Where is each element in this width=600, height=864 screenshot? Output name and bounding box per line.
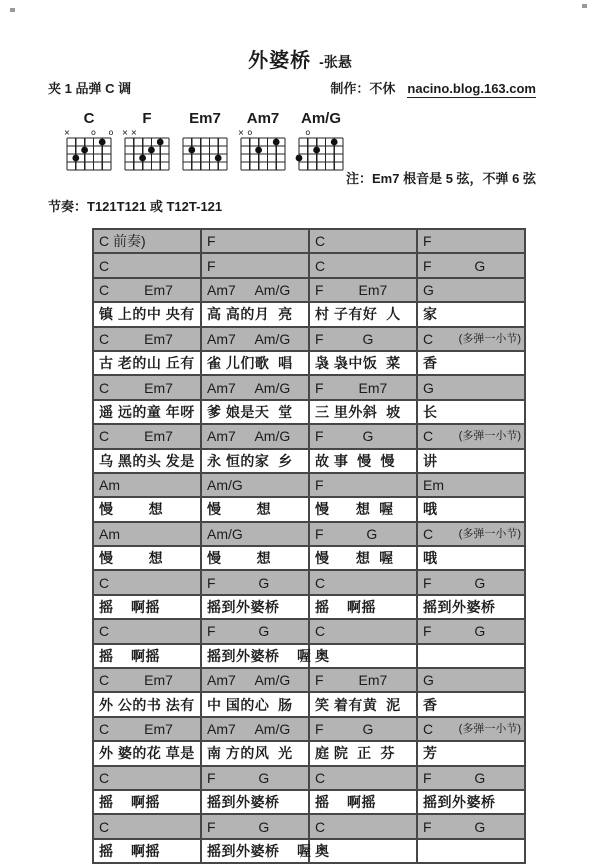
chord-cell: C <box>309 253 417 277</box>
chord-cell: Am7 Am/G <box>201 375 309 399</box>
chord-grid-svg <box>122 127 172 173</box>
lyric-cell: 慢 想 <box>201 546 309 570</box>
lyric-cell: 乌 黑的头 发是 <box>93 449 201 473</box>
chord-cell: F Em7 <box>309 278 417 302</box>
chord-cell: C <box>93 253 201 277</box>
lyric-cell: 摇 啊摇 <box>93 644 201 668</box>
chord-label: C <box>423 428 434 445</box>
svg-text:o: o <box>247 128 253 137</box>
chord-cell: C <box>93 814 201 838</box>
chord-cell: F <box>201 253 309 277</box>
lyric-cell: 摇到外婆桥 <box>417 790 525 814</box>
lyric-cell: 镇 上的中 央有 <box>93 302 201 326</box>
chord-cell: C Em7 <box>93 668 201 692</box>
rhythm-note: 节奏：T121T121 或 T12T-121 <box>48 199 223 214</box>
table-row <box>93 570 525 594</box>
lyric-cell: 芳 <box>417 741 525 765</box>
lyric-cell: 南 方的风 光 <box>201 741 309 765</box>
lyric-cell: 摇 啊摇 <box>309 595 417 619</box>
chord-cell: C <box>93 766 201 790</box>
chord-cell: C <box>309 570 417 594</box>
table-row <box>93 400 525 424</box>
table-row <box>93 668 525 692</box>
chord-cell: F G <box>417 814 525 838</box>
score-table-body <box>93 229 525 863</box>
chord-cell: C <box>309 229 417 253</box>
lyric-cell: 故 事 慢 慢 <box>309 449 417 473</box>
chord-cell: C <box>309 814 417 838</box>
lyric-cell: 摇 啊摇 <box>93 595 201 619</box>
table-row <box>93 497 525 521</box>
chord-name-label: F <box>142 110 152 127</box>
lyric-cell: 慢 想 喔 <box>309 497 417 521</box>
chord-cell <box>417 522 525 546</box>
chord-cell: F G <box>309 424 417 448</box>
chord-name-label: C <box>83 110 95 127</box>
chord-cell: C <box>309 619 417 643</box>
lyric-cell: 慢 想 <box>93 497 201 521</box>
chord-cell: Am7 Am/G <box>201 327 309 351</box>
chord-cell: F G <box>417 570 525 594</box>
chord-diagram <box>180 110 230 178</box>
lyric-cell: 高 高的月 亮 <box>201 302 309 326</box>
artist-label: -张悬 <box>319 54 352 70</box>
chord-cell: C Em7 <box>93 375 201 399</box>
chord-cell: C 前奏) <box>93 229 201 253</box>
chord-label: C <box>423 330 434 347</box>
table-row <box>93 692 525 716</box>
table-row <box>93 522 525 546</box>
chord-cell <box>417 327 525 351</box>
lyric-cell: 笑 着有黄 泥 <box>309 692 417 716</box>
chord-label: C <box>423 721 434 737</box>
chord-cell: F <box>417 229 525 253</box>
svg-text:×: × <box>237 128 245 137</box>
credit-label: 制作：不休 <box>330 81 396 96</box>
chord-cell: G <box>417 668 525 692</box>
lyric-cell: 家 <box>417 302 525 326</box>
lyric-cell: 哦 <box>417 546 525 570</box>
table-row <box>93 375 525 399</box>
lyric-cell: 香 <box>417 692 525 716</box>
chord-diagram <box>64 110 114 178</box>
chord-cell: Am <box>93 473 201 497</box>
chord-cell: F <box>201 229 309 253</box>
lyric-cell: 遥 远的童 年呀 <box>93 400 201 424</box>
chord-cell: F G <box>201 766 309 790</box>
chord-name-label: Am/G <box>300 110 341 127</box>
table-row <box>93 351 525 375</box>
table-row <box>93 839 525 863</box>
lyric-cell: 慢 想 喔 <box>309 546 417 570</box>
chord-name-label: Am7 <box>246 110 280 127</box>
lyric-cell: 长 <box>417 400 525 424</box>
lyric-cell: 摇到外婆桥 <box>201 595 309 619</box>
repeat-bar-note: (多弹一小节) <box>458 723 521 735</box>
chord-cell: F <box>309 473 417 497</box>
table-row <box>93 790 525 814</box>
table-row <box>93 253 525 277</box>
chord-cell: C Em7 <box>93 327 201 351</box>
chord-cell: Am <box>93 522 201 546</box>
chord-cell: F G <box>417 766 525 790</box>
svg-text:×: × <box>121 128 129 137</box>
chord-grid-svg <box>64 127 114 173</box>
lyric-cell: 奥 <box>309 839 417 863</box>
lyric-cell: 香 <box>417 351 525 375</box>
score-table <box>92 228 526 864</box>
chord-diagrams <box>64 110 346 178</box>
chord-cell: C <box>93 619 201 643</box>
lyric-cell: 爹 娘是天 堂 <box>201 400 309 424</box>
svg-text:o: o <box>90 128 96 137</box>
table-row <box>93 595 525 619</box>
table-row <box>93 546 525 570</box>
chord-cell: Am7 Am/G <box>201 668 309 692</box>
lyric-cell: 袅 袅中饭 菜 <box>309 351 417 375</box>
lyric-cell: 三 里外斜 坡 <box>309 400 417 424</box>
lyric-cell: 讲 <box>417 449 525 473</box>
lyric-cell <box>417 644 525 668</box>
lyric-cell: 摇 啊摇 <box>93 790 201 814</box>
svg-text:o: o <box>305 128 311 137</box>
chord-diagram <box>238 110 288 178</box>
table-row <box>93 424 525 448</box>
svg-text:×: × <box>130 128 138 137</box>
chord-cell: G <box>417 375 525 399</box>
chord-cell: F G <box>309 717 417 741</box>
repeat-bar-note: (多弹一小节) <box>458 332 521 345</box>
chord-cell: G <box>417 278 525 302</box>
song-title: 外婆桥 <box>248 50 312 72</box>
lyric-cell: 摇到外婆桥 <box>417 595 525 619</box>
chord-cell: F G <box>201 619 309 643</box>
chord-cell: F G <box>309 522 417 546</box>
svg-text:×: × <box>63 128 71 137</box>
chord-cell: F G <box>417 619 525 643</box>
lyric-cell: 摇到外婆桥 <box>201 790 309 814</box>
table-row <box>93 717 525 741</box>
chord-cell: C Em7 <box>93 278 201 302</box>
table-row <box>93 302 525 326</box>
chord-diagram <box>296 110 346 178</box>
page-title <box>0 44 600 73</box>
chord-label: C <box>423 525 434 542</box>
table-row <box>93 814 525 838</box>
table-row <box>93 327 525 351</box>
credit-line <box>330 78 536 97</box>
chord-cell: C Em7 <box>93 424 201 448</box>
chord-cell: Am/G <box>201 473 309 497</box>
table-row <box>93 473 525 497</box>
lyric-cell: 村 子有好 人 <box>309 302 417 326</box>
table-row <box>93 229 525 253</box>
table-row <box>93 449 525 473</box>
chord-cell: F Em7 <box>309 668 417 692</box>
lyric-cell: 庭 院 正 芬 <box>309 741 417 765</box>
chord-diagram <box>122 110 172 178</box>
lyric-cell: 摇 啊摇 <box>309 790 417 814</box>
chord-cell: Am7 Am/G <box>201 424 309 448</box>
table-row <box>93 741 525 765</box>
table-row <box>93 619 525 643</box>
table-row <box>93 278 525 302</box>
chord-cell: C <box>93 570 201 594</box>
chord-grid-svg <box>296 127 346 173</box>
chord-cell: F G <box>201 570 309 594</box>
chord-cell <box>417 717 525 741</box>
chord-cell <box>417 424 525 448</box>
chord-name-label: Em7 <box>189 110 221 127</box>
lyric-cell: 慢 想 <box>93 546 201 570</box>
lyric-cell: 摇到外婆桥 喔 <box>201 644 309 668</box>
lyric-cell: 奥 <box>309 644 417 668</box>
lyric-cell: 慢 想 <box>201 497 309 521</box>
lyric-cell: 摇 啊摇 <box>93 839 201 863</box>
svg-text:o: o <box>108 128 114 137</box>
chord-cell: C <box>309 766 417 790</box>
lyric-cell: 中 国的心 肠 <box>201 692 309 716</box>
scan-artifact <box>582 4 587 8</box>
lyric-cell: 哦 <box>417 497 525 521</box>
chord-cell: Am7 Am/G <box>201 717 309 741</box>
chord-cell: F G <box>309 327 417 351</box>
chord-cell: Am/G <box>201 522 309 546</box>
lyric-cell: 外 公的书 法有 <box>93 692 201 716</box>
em7-note: 注：Em7 根音是 5 弦，不弹 6 弦 <box>346 171 536 186</box>
chord-cell: Em <box>417 473 525 497</box>
chord-cell: C Em7 <box>93 717 201 741</box>
capo-note: 夹 1 品弹 C 调 <box>48 81 132 96</box>
lyric-cell: 摇到外婆桥 喔 <box>201 839 309 863</box>
chord-cell: F G <box>417 253 525 277</box>
lyric-cell: 古 老的山 丘有 <box>93 351 201 375</box>
table-row <box>93 644 525 668</box>
lyric-cell: 雀 儿们歌 唱 <box>201 351 309 375</box>
chord-cell: Am7 Am/G <box>201 278 309 302</box>
chord-grid-svg <box>238 127 288 173</box>
lyric-cell <box>417 839 525 863</box>
repeat-bar-note: (多弹一小节) <box>458 527 521 540</box>
chord-grid-svg <box>180 127 230 173</box>
credit-link[interactable]: nacino.blog.163.com <box>407 81 536 96</box>
lyric-cell: 永 恒的家 乡 <box>201 449 309 473</box>
chord-cell: F Em7 <box>309 375 417 399</box>
repeat-bar-note: (多弹一小节) <box>458 430 521 443</box>
scan-artifact <box>10 8 15 12</box>
chord-cell: F G <box>201 814 309 838</box>
table-row <box>93 766 525 790</box>
lyric-cell: 外 婆的花 草是 <box>93 741 201 765</box>
